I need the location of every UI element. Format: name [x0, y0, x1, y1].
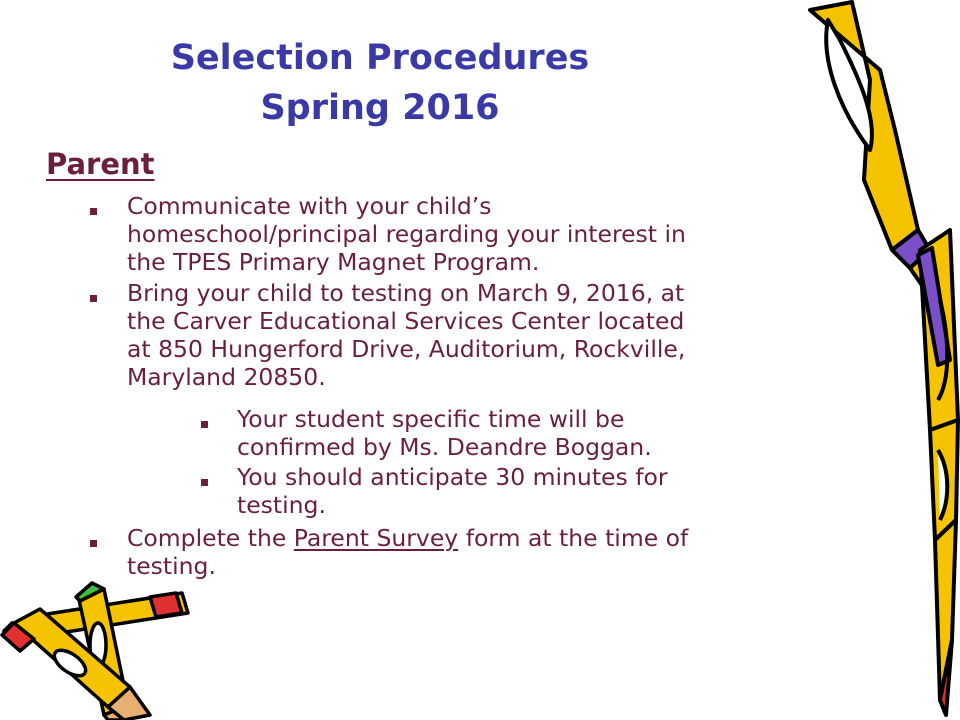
list-item-line: the Carver Educational Services Center located — [127, 307, 685, 335]
slide-subtitle: Spring 2016 — [260, 88, 500, 128]
text-segment: form at the time of — [458, 524, 689, 552]
list-item-line: Communicate with your child’s — [127, 192, 492, 220]
list-item-line: testing. — [127, 552, 216, 580]
pencils-clipart — [0, 575, 200, 720]
list-item-line: homeschool/principal regarding your interest in — [127, 220, 686, 248]
bullet-icon — [90, 208, 97, 215]
pencil-clipart — [800, 0, 960, 720]
sub-item-line: You should anticipate 30 minutes for — [237, 463, 668, 491]
parent-survey-link[interactable]: Parent Survey — [293, 524, 459, 552]
bullet-icon — [201, 479, 208, 486]
sub-item-line: confirmed by Ms. Deandre Boggan. — [237, 433, 652, 461]
list-item-line: the TPES Primary Magnet Program. — [127, 248, 540, 276]
bullet-icon — [201, 421, 208, 428]
list-item-line: Maryland 20850. — [127, 363, 326, 391]
list-item-line: Bring your child to testing on March 9, 2016, at — [127, 279, 685, 307]
list-item-line — [127, 524, 688, 552]
bullet-icon — [90, 540, 97, 547]
sub-item-line: Your student specific time will be — [237, 405, 625, 433]
section-heading: Parent — [46, 147, 155, 181]
slide-title: Selection Procedures — [170, 38, 590, 78]
list-item-line: at 850 Hungerford Drive, Auditorium, Rockville, — [127, 335, 686, 363]
sub-item-line: testing. — [237, 491, 326, 519]
bullet-icon — [90, 295, 97, 302]
text-segment: Complete the — [127, 524, 294, 552]
